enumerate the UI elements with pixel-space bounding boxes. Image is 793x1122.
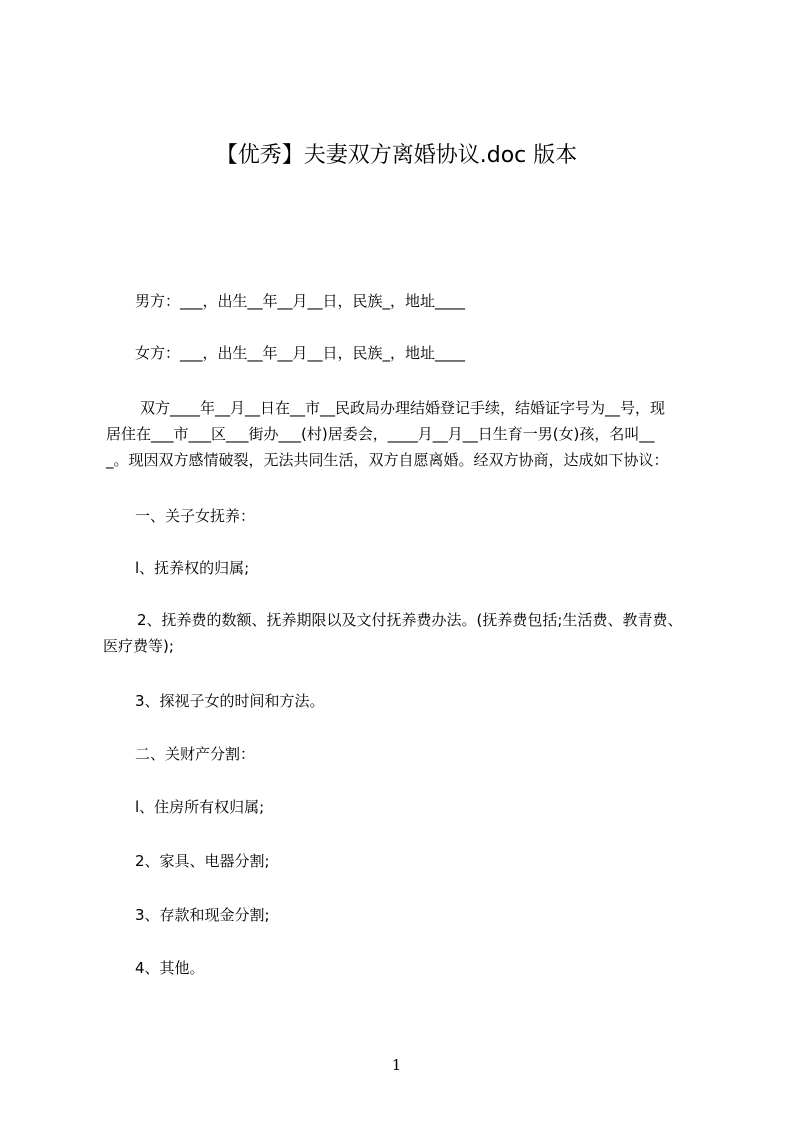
section-2-item-4: 4、其他。 xyxy=(135,959,205,977)
intro-line-3: _。现因双方感情破裂，无法共同生活，双方自愿离婚。经双方协商，达成如下协议： xyxy=(106,451,669,469)
male-party-line: 男方：___，出生__年__月__日，民族_，地址____ xyxy=(135,292,466,310)
section-1-item-2 xyxy=(103,607,723,659)
section-2-item-3: 3、存款和现金分割; xyxy=(135,906,270,924)
intro-line-2: 居住在___市___区___街办___(村)居委会，____月__月__日生育一男(女)孩，名叫__ xyxy=(106,425,655,443)
section-1-item-1: l、抚养权的归属; xyxy=(135,559,250,577)
female-party-line: 女方：___，出生__年__月__日，民族_，地址____ xyxy=(135,344,466,362)
section-1-item-3: 3、探视子女的时间和方法。 xyxy=(135,692,325,710)
page-number: 1 xyxy=(391,1056,402,1074)
section-2-item-1: l、住房所有权归属; xyxy=(135,798,265,816)
intro-paragraph xyxy=(103,395,723,473)
document-title: 【优秀】夫妻双方离婚协议.doc 版本 xyxy=(215,143,578,168)
section-2-item-2: 2、家具、电器分割; xyxy=(135,852,270,870)
intro-line-1: 双方____年__月__日在__市__民政局办理结婚登记手续，结婚证字号为__号，现 xyxy=(140,399,666,417)
section-1-item-2-line-2: 医疗费等); xyxy=(103,637,174,655)
section-2-heading: 二、关财产分割： xyxy=(135,745,256,763)
section-1-heading: 一、关子女抚养： xyxy=(135,507,256,525)
section-1-item-2-line-1: 2、抚养费的数额、抚养期限以及文付抚养费办法。(抚养费包括;生活费、教青费、 xyxy=(137,611,683,629)
